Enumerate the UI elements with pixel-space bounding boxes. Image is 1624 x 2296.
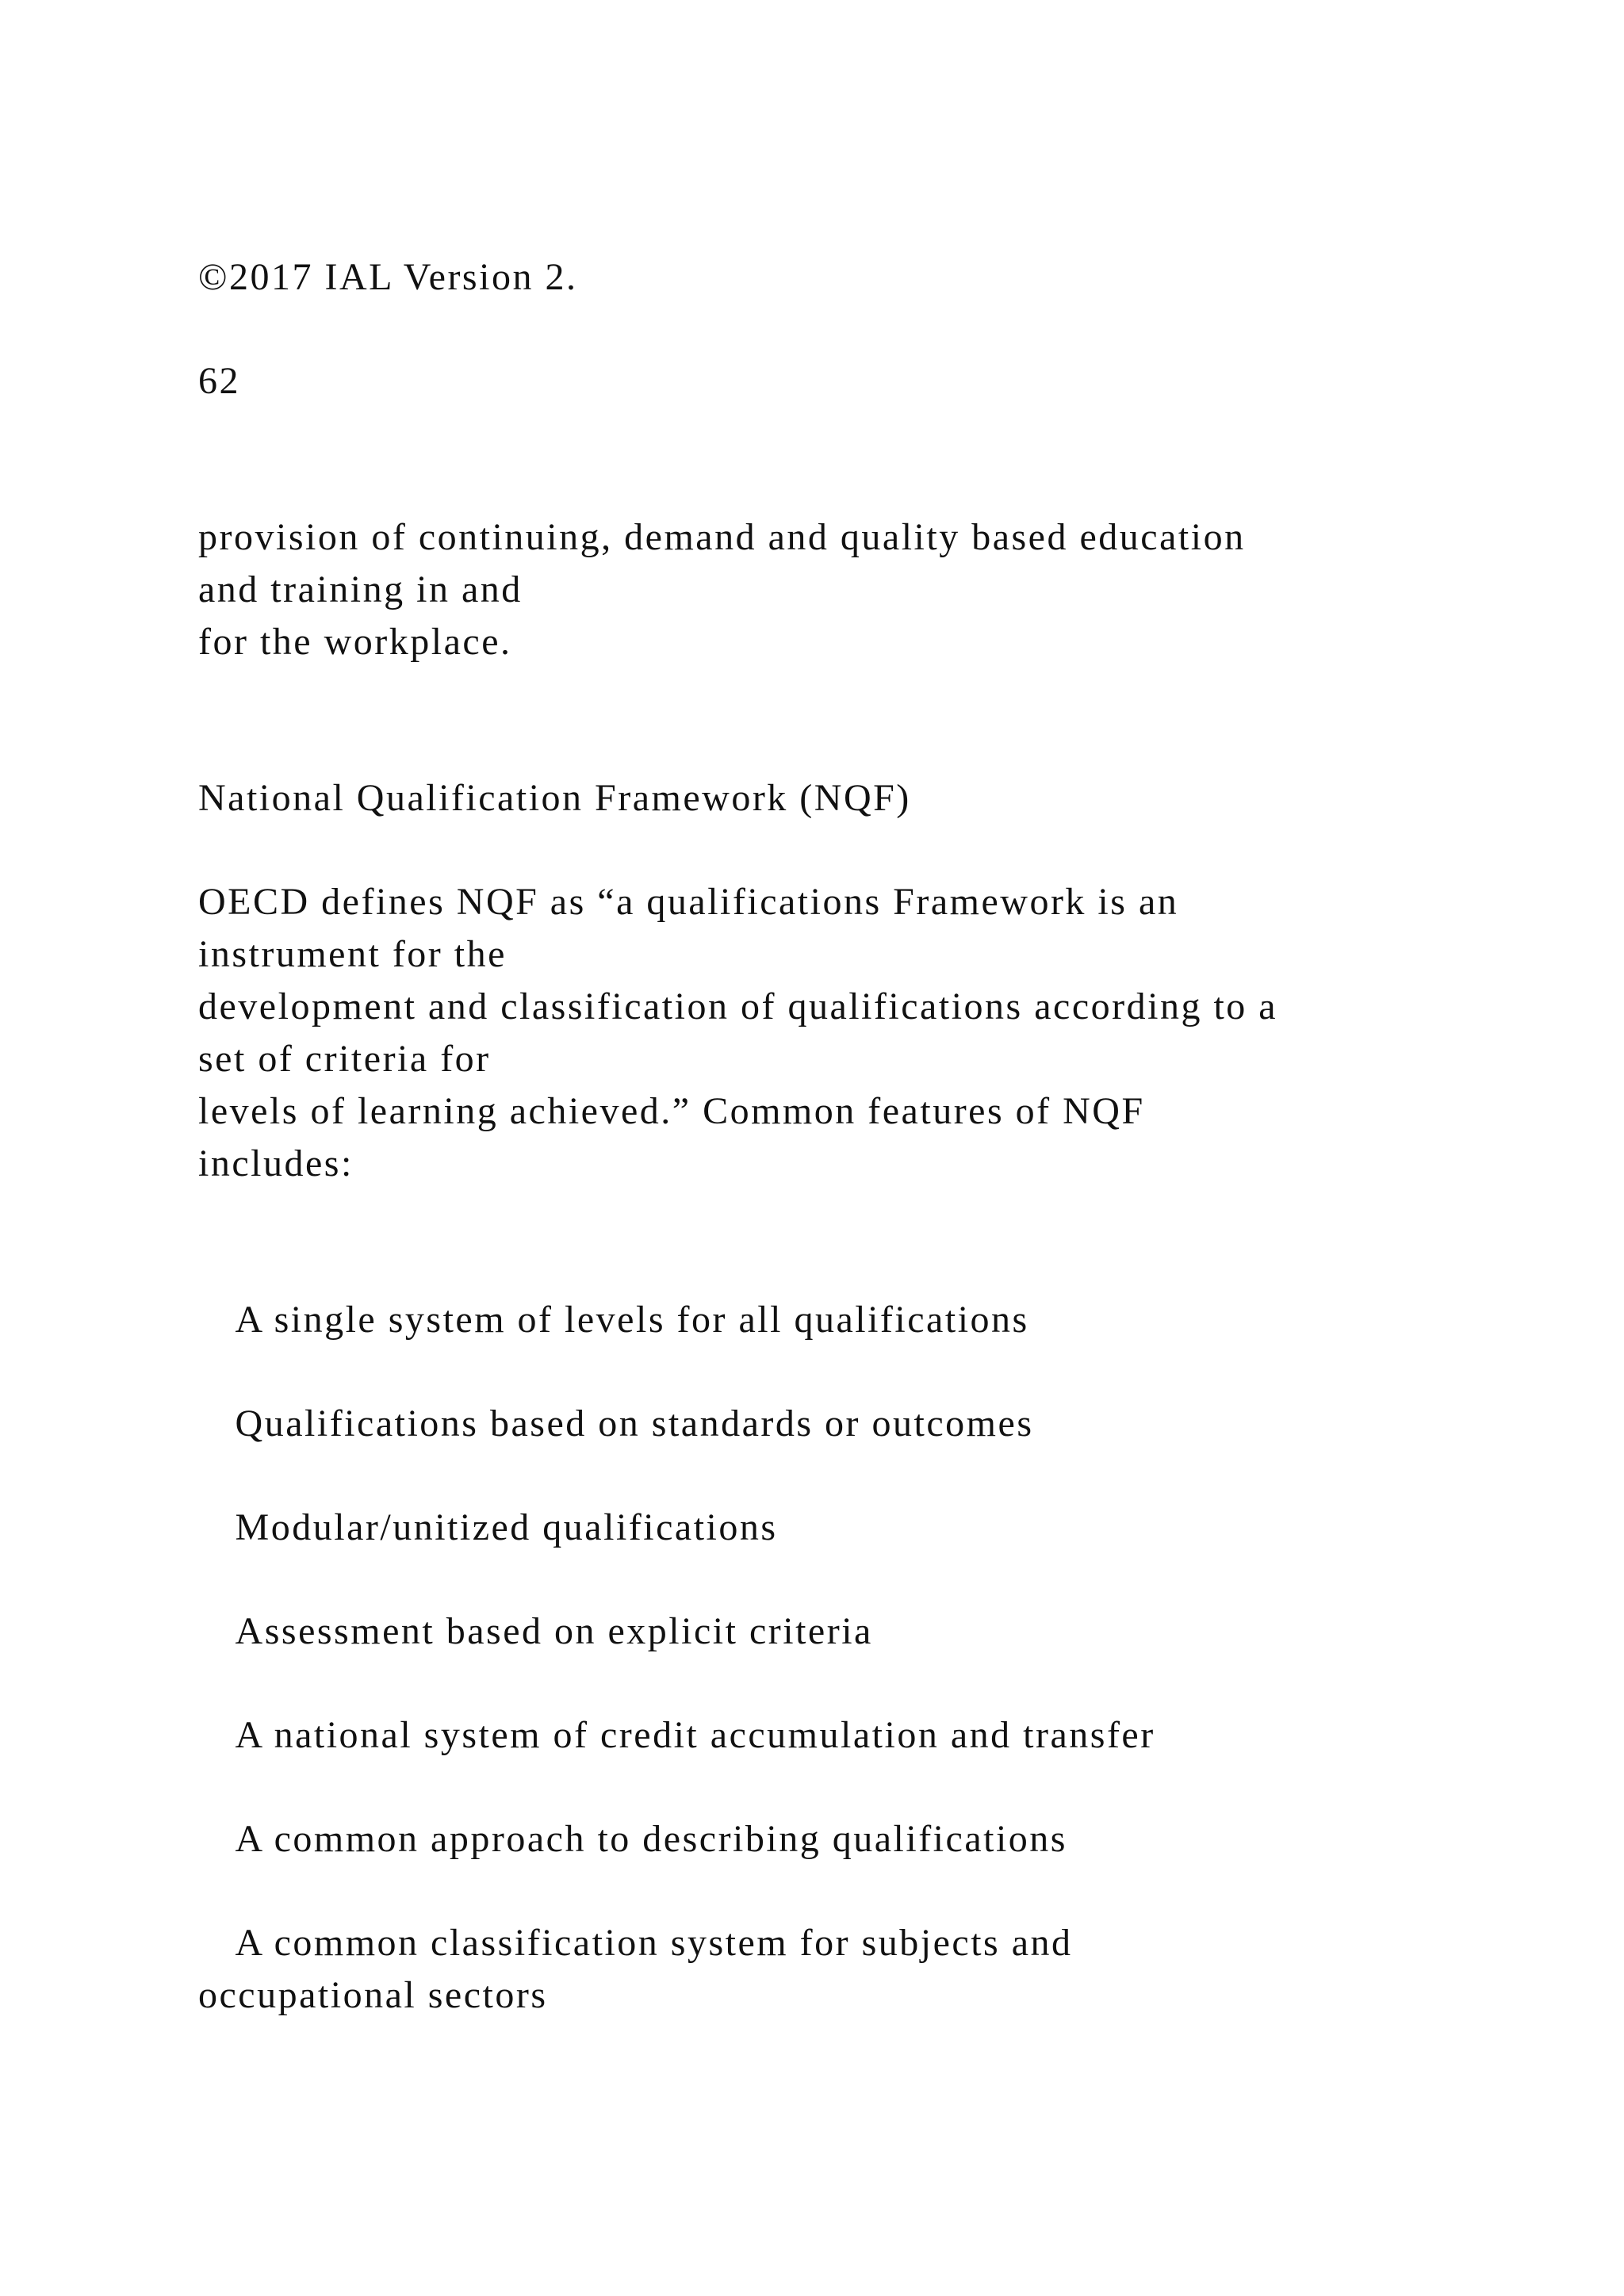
list-item xyxy=(198,1295,1029,1345)
list-item xyxy=(198,1606,873,1657)
text-line: includes: xyxy=(198,1142,354,1184)
list-item-text: A national system of credit accumulation and transfer xyxy=(235,1714,1155,1756)
text-line: development and classification of qualifications according to a xyxy=(198,985,1278,1027)
list-item-text: A common classification system for subjects and xyxy=(235,1922,1073,1964)
text-line: set of criteria for xyxy=(198,1038,491,1080)
list-item xyxy=(198,1918,1073,1969)
text-line: for the workplace. xyxy=(198,621,512,663)
list-item xyxy=(198,1710,1155,1761)
list-item-continuation: occupational sectors xyxy=(198,1974,548,2016)
section-heading: National Qualification Framework (NQF) xyxy=(198,777,911,819)
copyright-notice: ©2017 IAL Version 2. xyxy=(198,256,578,298)
text-line: and training in and xyxy=(198,568,523,610)
list-item-text: A single system of levels for all qualifications xyxy=(235,1299,1029,1341)
list-item-text: Assessment based on explicit criteria xyxy=(235,1610,873,1652)
text-line: OECD defines NQF as “a qualifications Framework is an xyxy=(198,881,1179,923)
text-line: levels of learning achieved.” Common features of NQF xyxy=(198,1090,1145,1132)
text-line: instrument for the xyxy=(198,933,507,975)
list-item-text: A common approach to describing qualifications xyxy=(235,1818,1067,1860)
list-item-text: Qualifications based on standards or outcomes xyxy=(235,1402,1034,1445)
list-item xyxy=(198,1399,1034,1449)
list-item-text: Modular/unitized qualifications xyxy=(235,1506,778,1548)
page-number: 62 xyxy=(198,360,240,402)
list-item xyxy=(198,1814,1067,1865)
list-item xyxy=(198,1502,778,1553)
text-line: provision of continuing, demand and quality based education xyxy=(198,516,1246,558)
